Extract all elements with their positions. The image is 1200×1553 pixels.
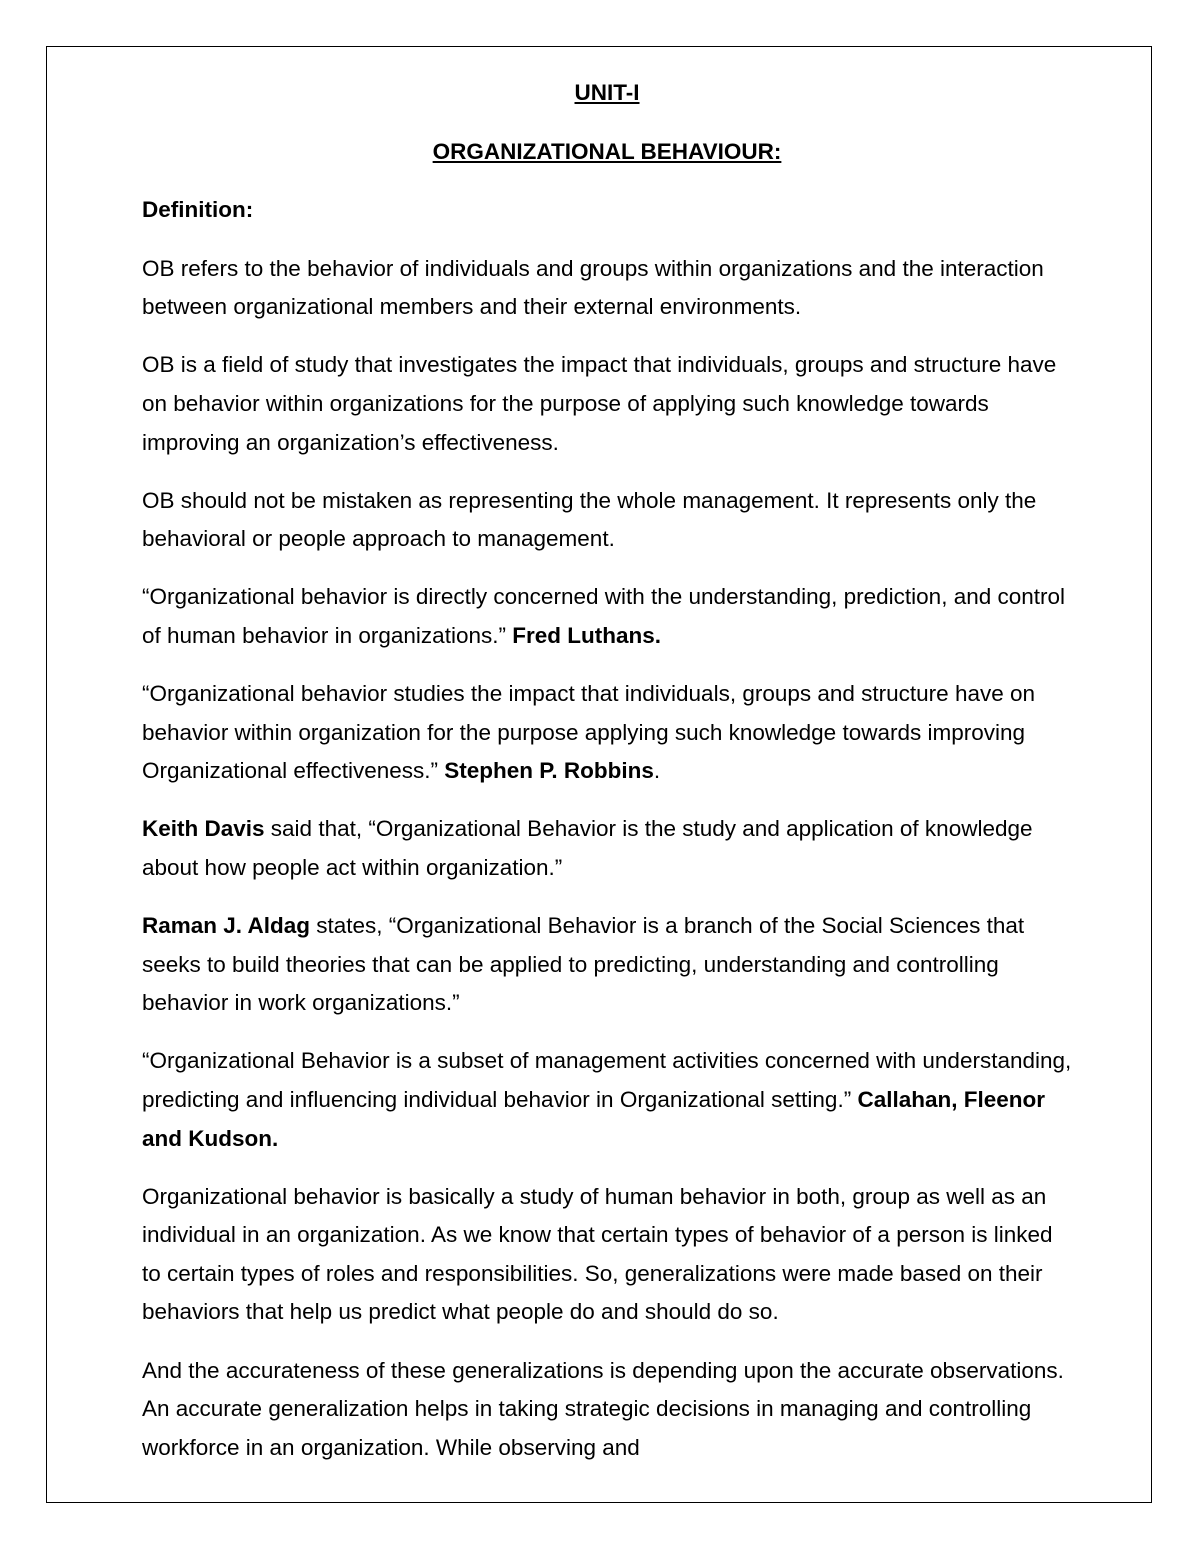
quote-davis-text: said that, “Organizational Behavior is the study and application of knowledge about how people act within organization.” bbox=[142, 816, 1033, 880]
quote-robbins bbox=[142, 675, 1072, 791]
quote-aldag-author: Raman J. Aldag bbox=[142, 913, 310, 939]
quote-luthans bbox=[142, 578, 1072, 655]
quote-robbins-text: “Organizational behavior studies the impact that individuals, groups and structure have on behavior within organization for the purpose applying such knowledge towards improving Organizational effectiveness.” bbox=[142, 681, 1036, 784]
quote-callahan-text: “Organizational Behavior is a subset of management activities concerned with understanding, predicting and influencing individual behavior in Organizational setting.” bbox=[142, 1048, 1072, 1112]
paragraph-ob-study-human-behavior: Organizational behavior is basically a study of human behavior in both, group as well as an individual in an organization. As we know that certain types of behavior of a person is linked to certain types of roles and responsibilities. So, generalizations were made based on their behaviors that help us predict what people do and should do so. bbox=[142, 1183, 1053, 1325]
quote-davis bbox=[142, 810, 1072, 887]
quote-luthans-author: Fred Luthans. bbox=[512, 623, 661, 649]
quote-aldag-text: states, “Organizational Behavior is a branch of the Social Sciences that seeks to build theories that can be applied to predicting, understanding and controlling behavior in work organizations.” bbox=[142, 913, 1025, 1016]
paragraph-ob-field-of-study: OB is a field of study that investigates the impact that individuals, groups and structure have on behavior within organizations for the purpose of applying such knowledge towards improving an organization’s effectiveness. bbox=[142, 352, 1057, 455]
paragraph-accurateness: And the accurateness of these generalizations is depending upon the accurate observations. An accurate generalization helps in taking strategic decisions in managing and controlling workforce in an organization. While observing and bbox=[142, 1357, 1064, 1460]
quote-robbins-author: Stephen P. Robbins bbox=[444, 758, 654, 784]
quote-callahan-author: Callahan, Fleenor and Kudson. bbox=[142, 1086, 1046, 1151]
quote-callahan bbox=[142, 1042, 1072, 1158]
document-body bbox=[142, 74, 1072, 1487]
definition-heading: Definition: bbox=[142, 197, 254, 223]
unit-title: UNIT-I bbox=[574, 80, 640, 105]
paragraph-ob-not-whole-management: OB should not be mistaken as representing the whole management. It represents only the behavioral or people approach to management. bbox=[142, 487, 1037, 552]
quote-davis-author: Keith Davis bbox=[142, 816, 265, 842]
quote-aldag bbox=[142, 907, 1072, 1023]
quote-robbins-end: . bbox=[653, 758, 661, 784]
paragraph-ob-refers: OB refers to the behavior of individuals and groups within organizations and the interaction between organizational members and their external environments. bbox=[142, 255, 1044, 320]
main-title: ORGANIZATIONAL BEHAVIOUR: bbox=[432, 138, 782, 164]
quote-luthans-text: “Organizational behavior is directly concerned with the understanding, prediction, and control of human behavior in organizations.” bbox=[142, 584, 1066, 649]
